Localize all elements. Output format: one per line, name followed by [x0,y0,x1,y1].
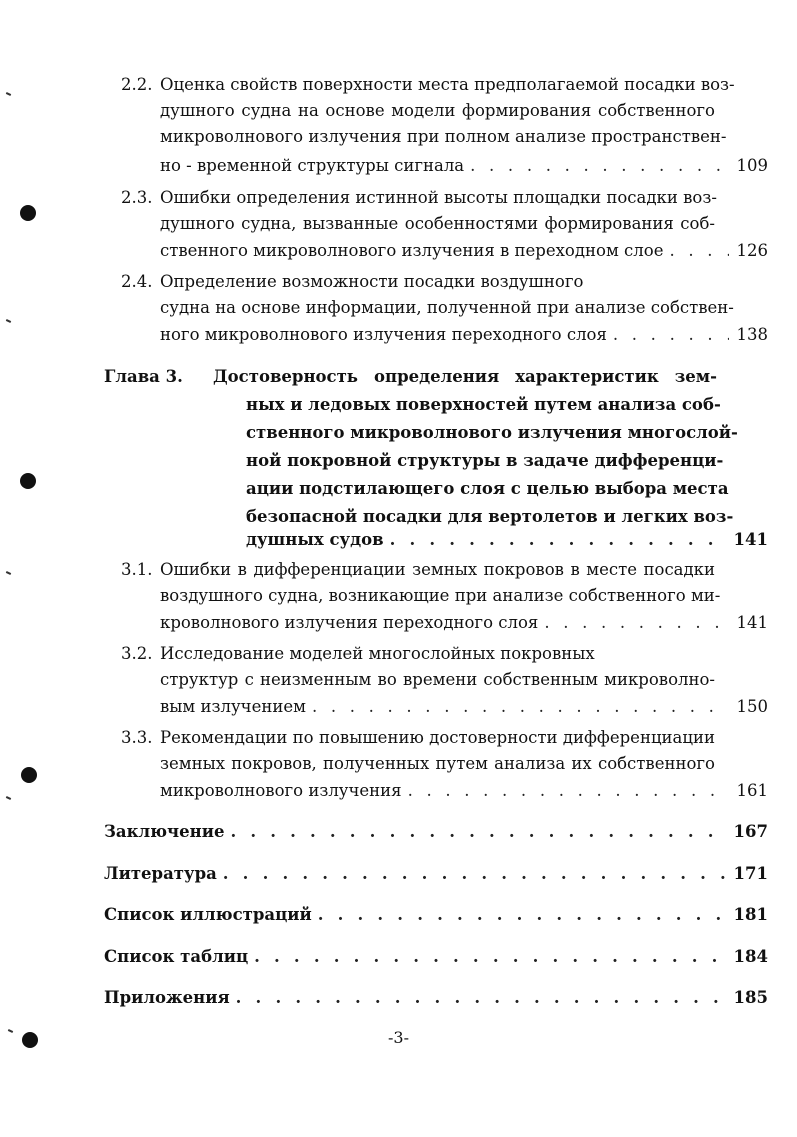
section-number: 3.2. [121,644,153,663]
backmatter-title: Литература [104,864,217,883]
page-number: 181 [733,905,768,924]
toc-line: Определение возможности посадки воздушного [160,272,584,291]
chapter-title-line: ации подстилающего слоя с целью выбора места [246,479,729,498]
punch-hole-1 [20,205,36,221]
section-number: 3.1. [121,560,153,579]
backmatter-title: Приложения [104,988,230,1007]
toc-entry-2-3[interactable] [160,238,768,264]
toc-line: Рекомендации по повышению достоверности дифференциации [160,728,715,747]
toc-line: душного судна, вызванные особенностями формирования соб- [160,214,715,233]
toc-line: земных покровов, полученных путем анализа их собственного [160,754,715,773]
chapter-title-line: безопасной посадки для вертолетов и легких воз- [246,507,734,526]
section-number: 3.3. [121,728,153,747]
toc-line: воздушного судна, возникающие при анализе собственного ми- [160,586,721,605]
toc-entry-2-2[interactable] [160,153,768,179]
page-number: 141 [736,613,768,632]
leader-dots [402,778,729,804]
page-number: 171 [733,864,768,883]
page-number: 185 [733,988,768,1007]
toc-line: микроволнового излучения при полном анализе пространствен- [160,127,727,146]
toc-entry-3-1[interactable] [160,610,768,636]
page-number: 150 [736,697,768,716]
toc-line: ного микроволнового излучения переходного слоя [160,325,607,344]
toc-line: но - временной структуры сигнала [160,156,465,175]
backmatter-title: Заключение [104,822,225,841]
leader-dots [306,694,729,720]
leader-dots [248,944,725,970]
toc-entry-tables[interactable] [104,944,768,970]
toc-entry-illustrations[interactable] [104,902,768,928]
page-footer-number: -3- [388,1028,409,1047]
page-number: 138 [736,325,768,344]
toc-entry-2-4[interactable] [160,322,768,348]
leader-dots [384,527,726,553]
punch-hole-3 [21,767,37,783]
margin-mark-2 [6,319,11,323]
toc-line: Ошибки определения истинной высоты площадки посадки воз- [160,188,717,207]
margin-mark-3 [6,571,11,575]
toc-line: вым излучением [160,697,306,716]
page-number: 126 [736,241,768,260]
backmatter-title: Список таблиц [104,947,249,966]
page-number: 141 [733,530,768,549]
chapter-title-line: душных судов [246,530,384,549]
page-number: 184 [733,947,768,966]
toc-entry-appendices[interactable] [104,985,768,1011]
toc-line: Оценка свойств поверхности места предполагаемой посадки воз- [160,75,735,94]
page-number: 167 [733,822,768,841]
page-number: 161 [736,781,768,800]
leader-dots [224,819,725,845]
toc-entry-3-3[interactable] [160,778,768,804]
chapter-title-line: Достоверность определения характеристик зем- [213,367,717,386]
leader-dots [464,153,728,179]
toc-line: Исследование моделей многослойных покровных [160,644,595,663]
toc-line: кроволнового излучения переходного слоя [160,613,539,632]
chapter-title-line: ной покровной структуры в задаче дифференци- [246,451,724,470]
leader-dots [217,861,726,887]
chapter-label: Глава 3. [104,367,183,386]
toc-line: микроволнового излучения [160,781,402,800]
margin-mark-4 [6,796,11,800]
margin-mark-1 [6,92,11,96]
toc-line: душного судна на основе модели формирования собственного [160,101,715,120]
toc-entry-chapter-3[interactable] [246,527,768,553]
leader-dots [230,985,726,1011]
leader-dots [607,322,729,348]
page-number: 109 [736,156,768,175]
leader-dots [538,610,728,636]
toc-entry-conclusion[interactable] [104,819,768,845]
chapter-title-line: ственного микроволнового излучения многослой- [246,423,738,442]
backmatter-title: Список иллюстраций [104,905,312,924]
toc-line: структур с неизменным во времени собственным микроволно- [160,670,715,689]
toc-line: Ошибки в дифференциации земных покровов в месте посадки [160,560,715,579]
leader-dots [663,238,728,264]
section-number: 2.3. [121,188,153,207]
section-number: 2.4. [121,272,153,291]
punch-hole-2 [20,473,36,489]
section-number: 2.2. [121,75,153,94]
toc-line: судна на основе информации, полученной при анализе собствен- [160,298,734,317]
toc-entry-3-2[interactable] [160,694,768,720]
chapter-title-line: ных и ледовых поверхностей путем анализа соб- [246,395,721,414]
toc-line: ственного микроволнового излучения в переходном слое [160,241,664,260]
leader-dots [312,902,726,928]
toc-entry-literature[interactable] [104,861,768,887]
